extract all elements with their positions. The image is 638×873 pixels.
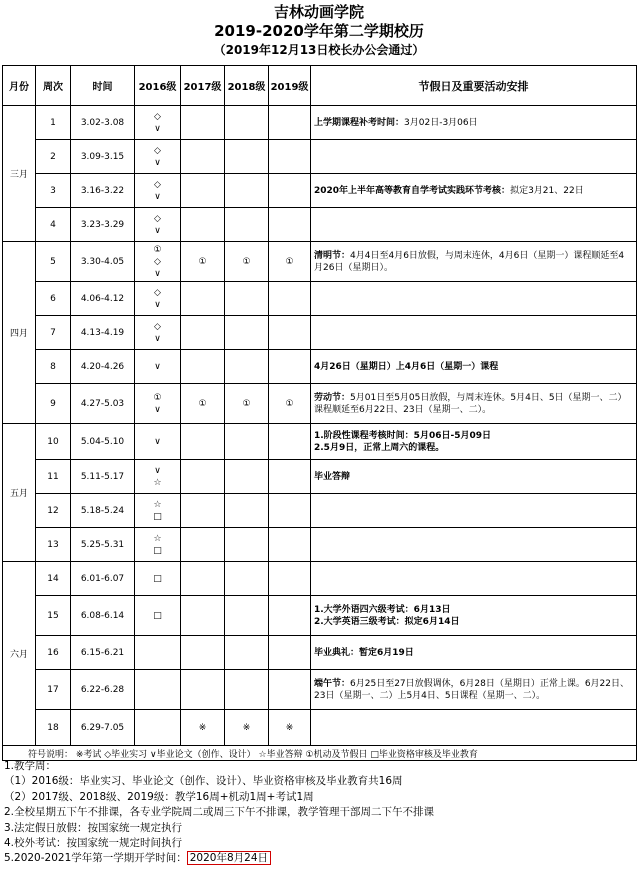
grade-2019-cell [269,350,311,384]
grade-2019-cell [269,316,311,350]
note-line: （2）2017级、2018级、2019级：教学16周+机动1周+考试1周 [4,790,314,803]
grade-2016-cell: ☆ □ [135,528,181,562]
grade-2018-cell [225,208,269,242]
table-row [3,596,637,636]
grade-2017-cell [181,562,225,596]
event-cell [311,106,637,140]
table-row [3,562,637,596]
note-line: 3.法定假日放假：按国家统一规定执行 [4,821,183,834]
week-cell: 6 [36,282,71,316]
start-date-highlight: 2020年8月24日 [187,851,271,865]
time-cell: 6.01-6.07 [71,562,135,596]
col-week: 周次 [36,66,71,106]
grade-2019-cell: ① [269,384,311,424]
event-detail: 拟定3月21、22日 [510,185,584,196]
grade-2018-cell [225,106,269,140]
grade-2017-cell [181,208,225,242]
table-row [3,350,637,384]
grade-2017-cell [181,140,225,174]
grade-2016-cell: ∨ [135,350,181,384]
grade-2016-cell [135,710,181,746]
week-cell: 7 [36,316,71,350]
grade-2016-cell [135,670,181,710]
grade-2018-cell [225,494,269,528]
table-row [3,242,637,282]
grade-2019-cell [269,208,311,242]
time-cell: 5.25-5.31 [71,528,135,562]
time-cell: 6.22-6.28 [71,670,135,710]
grade-2018-cell: ① [225,384,269,424]
time-cell: 4.13-4.19 [71,316,135,350]
event-heading: 毕业典礼：暂定6月19日 [314,647,414,658]
table-row [3,460,637,494]
event-cell [311,384,637,424]
grade-2017-cell [181,596,225,636]
grade-2019-cell: ① [269,242,311,282]
grade-2019-cell [269,494,311,528]
table-row [3,636,637,670]
grade-2016-cell: □ [135,596,181,636]
grade-2018-cell [225,562,269,596]
grade-2019-cell [269,670,311,710]
note-line: 4.校外考试：按国家统一规定时间执行 [4,837,183,850]
time-cell: 5.11-5.17 [71,460,135,494]
grade-2019-cell [269,596,311,636]
school-name: 吉林动画学院 [273,3,364,21]
grade-2017-cell [181,282,225,316]
grade-2017-cell [181,424,225,460]
event-cell [311,242,637,282]
grade-2017-cell [181,350,225,384]
grade-2019-cell [269,424,311,460]
time-cell: 6.15-6.21 [71,636,135,670]
grade-2017-cell [181,316,225,350]
event-heading: 4月26日（星期日）上4月6日（星期一）课程 [314,361,499,372]
event-cell [311,174,637,208]
grade-2019-cell [269,562,311,596]
grade-2019-cell: ※ [269,710,311,746]
month-cell: 四月 [3,242,36,424]
grade-2018-cell [225,460,269,494]
grade-2018-cell [225,316,269,350]
event-cell [311,460,637,494]
grade-2019-cell [269,636,311,670]
time-cell: 4.27-5.03 [71,384,135,424]
table-row [3,140,637,174]
grade-2016-cell: ◇ ∨ [135,282,181,316]
grade-2017-cell [181,670,225,710]
header-row [3,66,637,106]
grade-2016-cell: ◇ ∨ [135,208,181,242]
note-line: 2.全校星期五下午不排课，各专业学院周二或周三下午不排课，教学管理干部周二下午不排课 [4,806,435,819]
col-2019: 2019级 [269,66,311,106]
week-cell: 11 [36,460,71,494]
note-line: 1.教学周： [4,760,57,772]
grade-2017-cell: ※ [181,710,225,746]
week-cell: 1 [36,106,71,140]
grade-2019-cell [269,460,311,494]
event-cell [311,562,637,596]
event-detail: 6月25日至27日放假调休，6月28日（星期日）正常上课。6月22日、23日（星期一、二）上5月4日、5日课程（星期一、二）。 [314,678,630,701]
week-cell: 8 [36,350,71,384]
grade-2016-cell: ◇ ∨ [135,140,181,174]
grade-2017-cell [181,636,225,670]
table-row [3,528,637,562]
week-cell: 5 [36,242,71,282]
grade-2016-cell: ① ∨ [135,384,181,424]
grade-2019-cell [269,106,311,140]
time-cell: 3.09-3.15 [71,140,135,174]
grade-2016-cell: ∨ [135,424,181,460]
grade-2018-cell: ※ [225,710,269,746]
event-cell [311,596,637,636]
month-cell: 五月 [3,424,36,562]
time-cell: 4.20-4.26 [71,350,135,384]
event-heading: 清明节： [314,250,351,261]
event-heading: 毕业答辩 [314,471,351,482]
grade-2019-cell [269,174,311,208]
event-cell [311,316,637,350]
calendar-table [2,65,637,761]
week-cell: 17 [36,670,71,710]
week-cell: 3 [36,174,71,208]
col-time: 时间 [71,66,135,106]
note-prefix: 5.2020-2021学年第一学期开学时间： [4,852,187,865]
event-cell [311,528,637,562]
event-cell [311,208,637,242]
event-heading: 2020年上半年高等教育自学考试实践环节考核： [314,185,511,196]
table-row [3,670,637,710]
grade-2018-cell [225,528,269,562]
grade-2019-cell [269,140,311,174]
week-cell: 13 [36,528,71,562]
grade-2016-cell: ◇ ∨ [135,316,181,350]
event-cell [311,350,637,384]
event-detail: 5月01日至5月05日放假，与周末连休。5月4日、5日（星期一、二）课程顺延至6月22日、23日（星期一、二）。 [314,392,627,415]
time-cell: 4.06-4.12 [71,282,135,316]
grade-2018-cell [225,670,269,710]
col-2018: 2018级 [225,66,269,106]
week-cell: 18 [36,710,71,746]
calendar-title: 2019-2020学年第二学期校历 [214,22,424,40]
event-heading: 上学期课程补考时间： [314,117,405,128]
week-cell: 16 [36,636,71,670]
table-row [3,384,637,424]
grade-2016-cell: ∨ ☆ [135,460,181,494]
event-detail: 4月4日至4月6日放假，与周末连休，4月6日（星期一）课程顺延至4月26日（星期日）。 [314,250,625,273]
event-cell [311,710,637,746]
table-row [3,282,637,316]
event-cell [311,494,637,528]
month-cell: 六月 [3,562,36,746]
grade-2017-cell [181,460,225,494]
grade-2017-cell [181,174,225,208]
week-cell: 15 [36,596,71,636]
week-cell: 9 [36,384,71,424]
note-line: （1）2016级：毕业实习、毕业论文（创作、设计）、毕业资格审核及毕业教育共16周 [4,775,403,788]
table-row [3,174,637,208]
time-cell: 5.04-5.10 [71,424,135,460]
week-cell: 12 [36,494,71,528]
week-cell: 4 [36,208,71,242]
event-detail: 3月02日-3月06日 [404,117,478,128]
grade-2019-cell [269,282,311,316]
grade-2016-cell: ☆ □ [135,494,181,528]
event-cell [311,282,637,316]
month-cell: 三月 [3,106,36,242]
col-2016: 2016级 [135,66,181,106]
grade-2018-cell [225,350,269,384]
time-cell: 6.29-7.05 [71,710,135,746]
grade-2017-cell [181,494,225,528]
event-cell [311,636,637,670]
table-row [3,208,637,242]
grade-2018-cell: ① [225,242,269,282]
event-cell [311,424,637,460]
time-cell: 3.23-3.29 [71,208,135,242]
approval-note: （2019年12月13日校长办公会通过） [213,43,425,57]
time-cell: 5.18-5.24 [71,494,135,528]
col-events: 节假日及重要活动安排 [311,66,637,106]
event-cell [311,670,637,710]
grade-2018-cell [225,140,269,174]
table-row [3,424,637,460]
time-cell: 3.02-3.08 [71,106,135,140]
time-cell: 6.08-6.14 [71,596,135,636]
week-cell: 10 [36,424,71,460]
time-cell: 3.30-4.05 [71,242,135,282]
grade-2016-cell: ◇ ∨ [135,106,181,140]
note-line-start-date [4,851,634,866]
grade-2017-cell [181,528,225,562]
grade-2016-cell: □ [135,562,181,596]
table-row [3,316,637,350]
grade-2016-cell [135,636,181,670]
symbol-legend: 符号说明： ※考试 ◇毕业实习 ∨毕业论文（创作、设计） ☆毕业答辩 ①机动及节假日 □毕业资格审核及毕业教育 [3,746,637,761]
col-month: 月份 [3,66,36,106]
table-row [3,494,637,528]
col-2017: 2017级 [181,66,225,106]
table-row [3,106,637,140]
grade-2017-cell [181,106,225,140]
grade-2018-cell [225,282,269,316]
grade-2017-cell: ① [181,242,225,282]
grade-2018-cell [225,174,269,208]
table-row [3,710,637,746]
event-heading: 1.阶段性课程考核时间：5月06日-5月09日 2.5月9日，正常上周六的课程。 [314,430,491,453]
event-heading: 劳动节： [314,392,351,403]
grade-2017-cell: ① [181,384,225,424]
event-cell [311,140,637,174]
time-cell: 3.16-3.22 [71,174,135,208]
grade-2016-cell: ◇ ∨ [135,174,181,208]
week-cell: 2 [36,140,71,174]
grade-2018-cell [225,596,269,636]
event-heading: 1.大学外语四六级考试：6月13日 2.大学英语三级考试：拟定6月14日 [314,604,460,627]
week-cell: 14 [36,562,71,596]
grade-2018-cell [225,636,269,670]
grade-2018-cell [225,424,269,460]
notes-section [4,759,634,867]
grade-2019-cell [269,528,311,562]
grade-2016-cell: ① ◇ ∨ [135,242,181,282]
calendar-body [3,106,637,746]
event-heading: 端午节： [314,678,351,689]
